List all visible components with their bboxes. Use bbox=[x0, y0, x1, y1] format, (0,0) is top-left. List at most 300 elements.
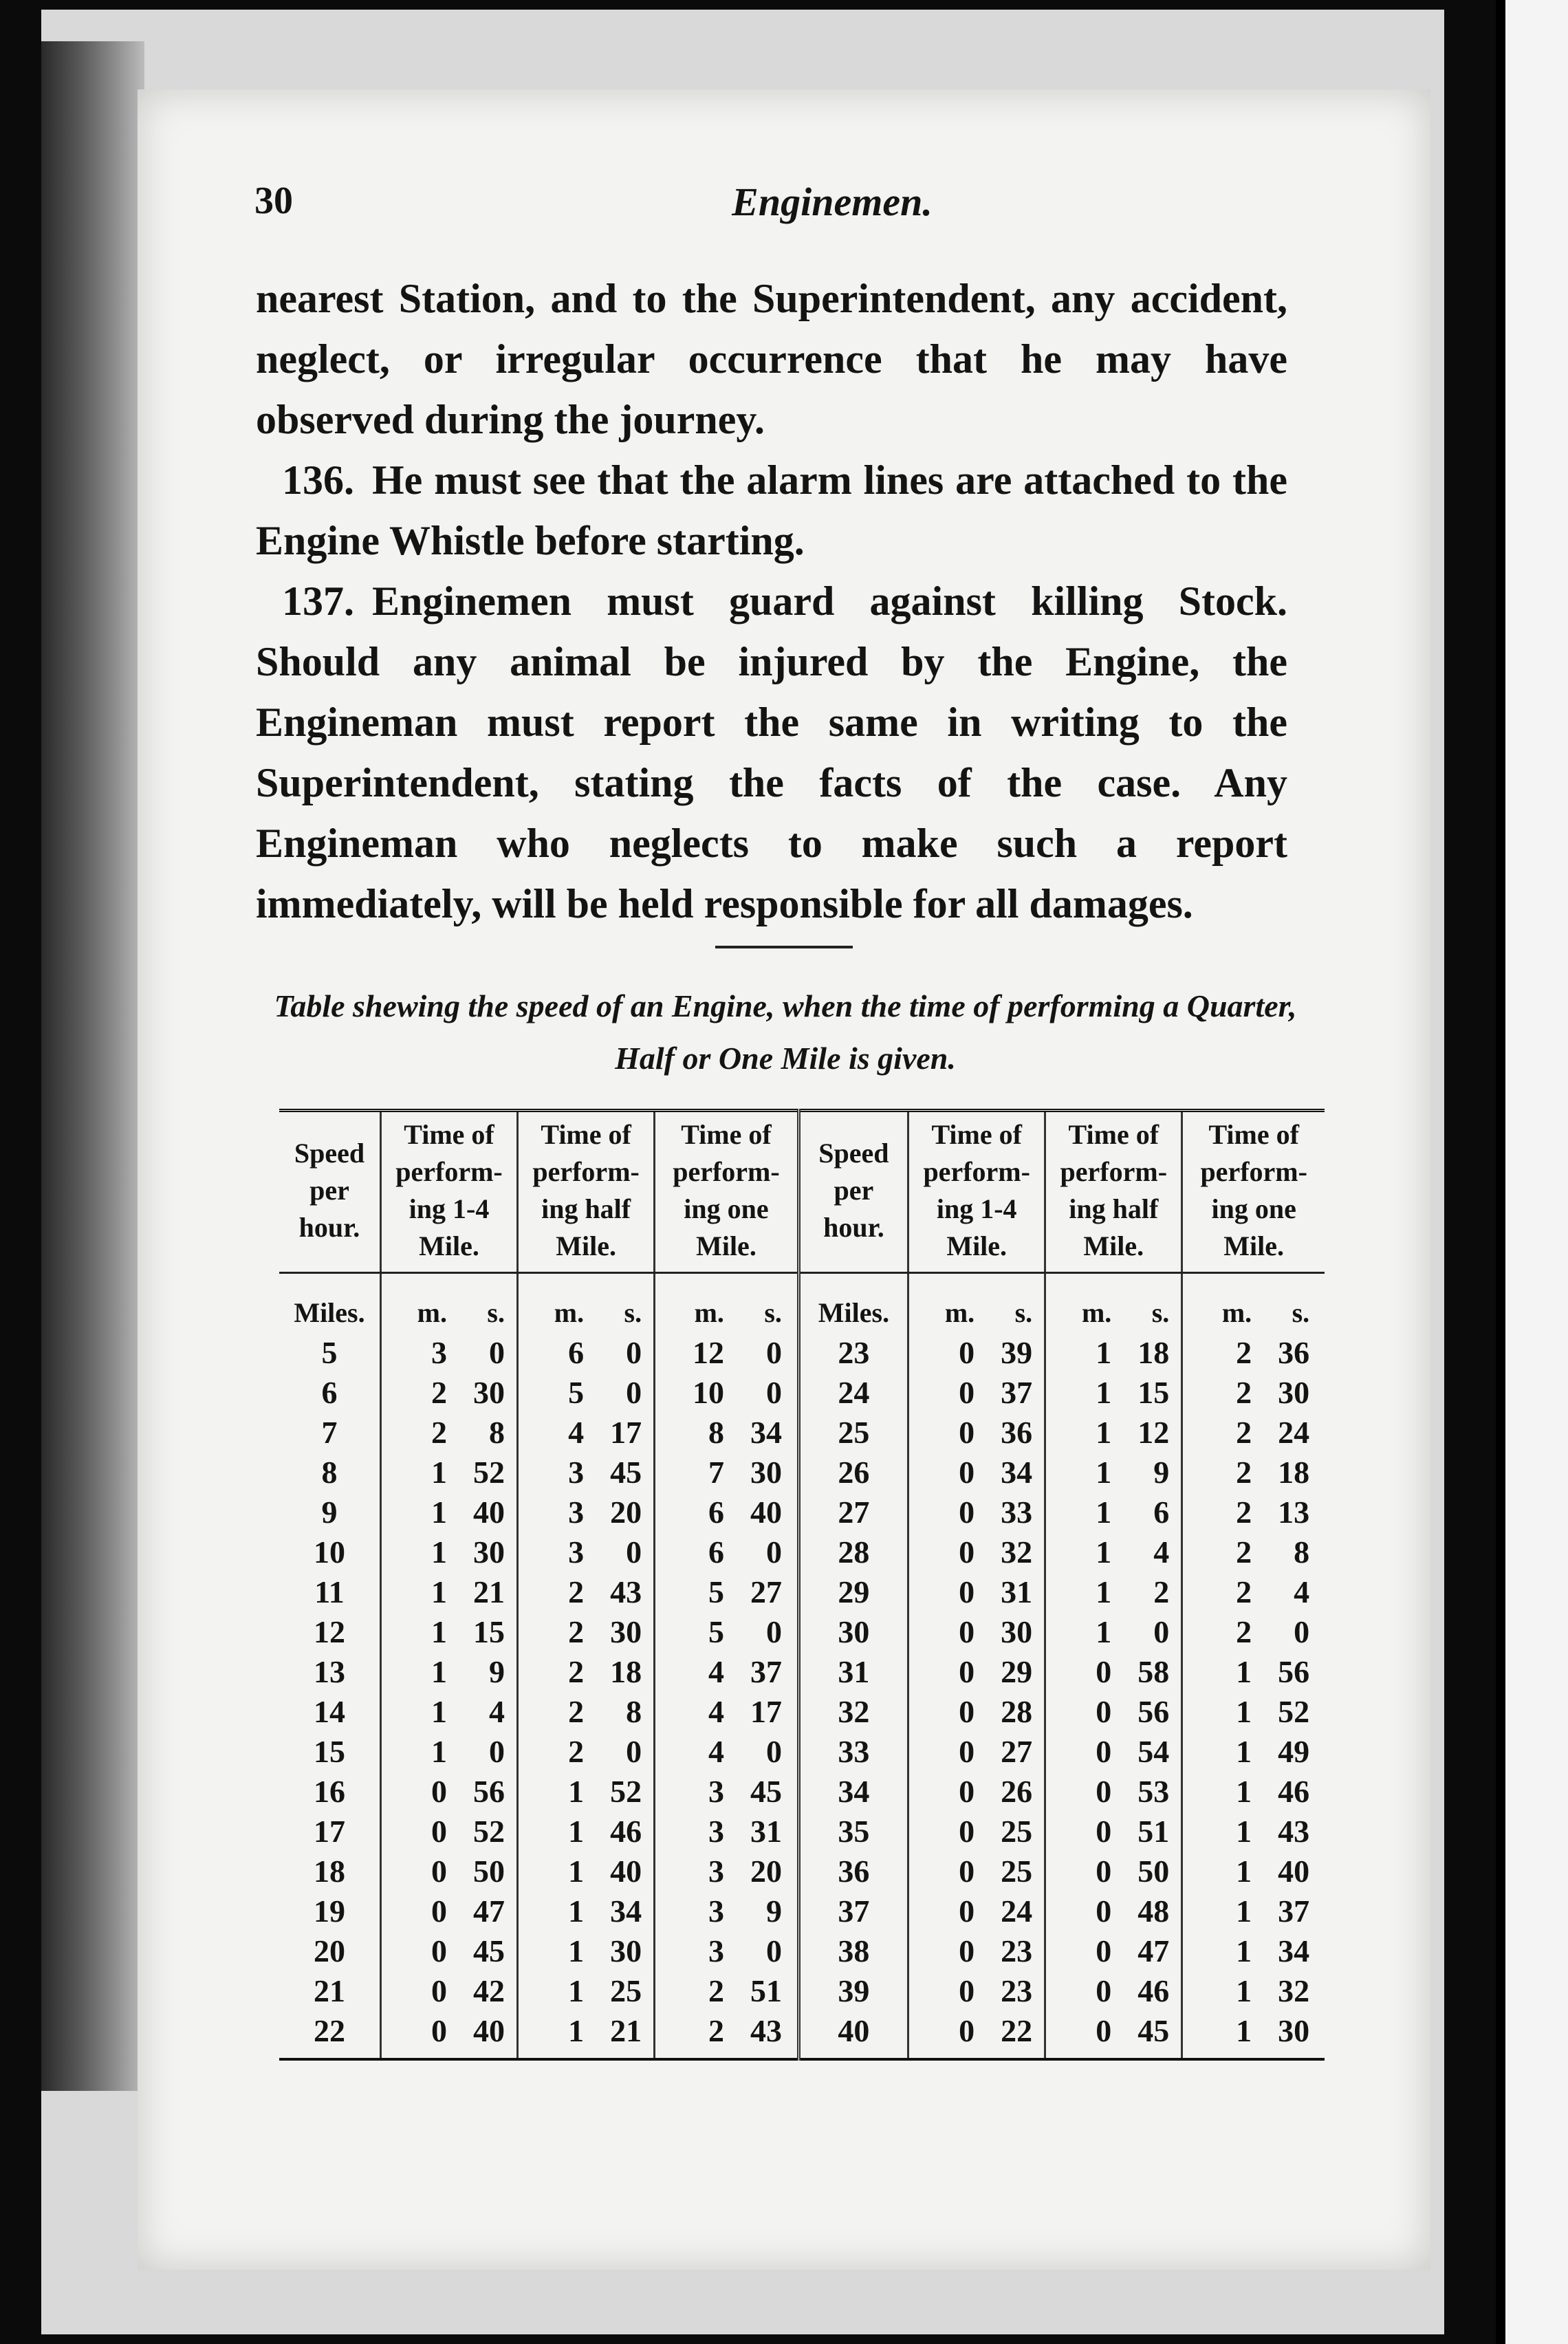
table-row bbox=[279, 1572, 1325, 1612]
table-cell bbox=[1182, 1732, 1325, 1772]
speed-value: 40 bbox=[838, 2013, 870, 2048]
minutes-value: 1 bbox=[1236, 1893, 1252, 1929]
unit-label: s. bbox=[487, 1297, 505, 1328]
minutes-value: 0 bbox=[959, 1614, 975, 1649]
table-cell bbox=[1045, 1971, 1182, 2011]
paragraph-number: 137. bbox=[282, 578, 354, 624]
table-cell bbox=[908, 1493, 1045, 1532]
table-cell bbox=[279, 1493, 380, 1532]
seconds-value: 26 bbox=[1001, 1774, 1033, 1809]
seconds-value: 34 bbox=[750, 1415, 782, 1450]
table-cell bbox=[380, 1931, 517, 1971]
table-cell bbox=[1182, 1413, 1325, 1453]
seconds-value: 30 bbox=[472, 1534, 505, 1570]
minutes-value: 2 bbox=[1236, 1335, 1252, 1370]
table-cell bbox=[655, 1891, 799, 1931]
minutes-value: 0 bbox=[431, 1854, 447, 1889]
unit-label: s. bbox=[1151, 1297, 1170, 1328]
minutes-value: 0 bbox=[1096, 1814, 1112, 1849]
speed-value: 18 bbox=[313, 1854, 345, 1889]
table-cell bbox=[908, 1971, 1045, 2011]
table-cell bbox=[380, 1413, 517, 1453]
speed-value: 27 bbox=[838, 1495, 870, 1530]
column-header: Time of perform-ing one Mile. bbox=[655, 1111, 799, 1273]
minutes-value: 2 bbox=[1236, 1455, 1252, 1490]
table-cell bbox=[1045, 1931, 1182, 1971]
seconds-value: 0 bbox=[765, 1933, 782, 1968]
table-row bbox=[279, 1333, 1325, 1373]
minutes-value: 6 bbox=[568, 1335, 585, 1370]
seconds-value: 53 bbox=[1137, 1774, 1170, 1809]
paragraph-text: He must see that the alarm lines are attached to the Engine Whistle before starting. bbox=[256, 457, 1287, 563]
table-cell bbox=[655, 1532, 799, 1572]
table-row bbox=[279, 1891, 1325, 1931]
table-cell bbox=[279, 1852, 380, 1891]
seconds-value: 4 bbox=[1153, 1534, 1170, 1570]
table-cell bbox=[279, 1772, 380, 1812]
table-cell bbox=[1045, 1612, 1182, 1652]
seconds-value: 40 bbox=[750, 1495, 782, 1530]
speed-value: 11 bbox=[314, 1574, 345, 1609]
minutes-value: 0 bbox=[959, 1854, 975, 1889]
table-row bbox=[279, 1413, 1325, 1453]
minutes-value: 0 bbox=[1096, 1694, 1112, 1729]
table-cell bbox=[908, 2011, 1045, 2059]
table-cell bbox=[518, 1572, 655, 1612]
table-cell bbox=[908, 1891, 1045, 1931]
minutes-value: 5 bbox=[708, 1574, 724, 1609]
seconds-value: 17 bbox=[750, 1694, 782, 1729]
table-cell bbox=[655, 1652, 799, 1692]
minutes-value: 3 bbox=[708, 1854, 724, 1889]
table-cell bbox=[908, 1333, 1045, 1373]
seconds-value: 37 bbox=[1001, 1375, 1033, 1410]
table-cell bbox=[798, 1891, 908, 1931]
table-cell bbox=[1182, 1891, 1325, 1931]
column-header: Time of perform-ing 1-4 Mile. bbox=[380, 1111, 517, 1273]
minutes-value: 0 bbox=[1096, 1973, 1112, 2008]
minutes-value: 0 bbox=[959, 1335, 975, 1370]
minutes-value: 0 bbox=[959, 1455, 975, 1490]
speed-value: 21 bbox=[313, 1973, 345, 2008]
minutes-value: 1 bbox=[1096, 1574, 1112, 1609]
minutes-value: 1 bbox=[1236, 1973, 1252, 2008]
table-cell bbox=[518, 1732, 655, 1772]
seconds-value: 51 bbox=[1137, 1814, 1170, 1849]
minutes-value: 4 bbox=[708, 1654, 724, 1689]
seconds-value: 48 bbox=[1137, 1893, 1170, 1929]
page-header bbox=[254, 179, 1327, 241]
table-cell bbox=[279, 1532, 380, 1572]
minutes-value: 0 bbox=[1096, 1893, 1112, 1929]
table-cell bbox=[655, 1692, 799, 1732]
seconds-value: 30 bbox=[1278, 2013, 1310, 2048]
minutes-value: 5 bbox=[568, 1375, 585, 1410]
minutes-value: 1 bbox=[1096, 1415, 1112, 1450]
table-header-row bbox=[279, 1111, 1325, 1273]
seconds-value: 33 bbox=[1001, 1495, 1033, 1530]
table-row bbox=[279, 1772, 1325, 1812]
minutes-value: 1 bbox=[1236, 1774, 1252, 1809]
speed-value: 8 bbox=[321, 1455, 338, 1490]
table-cell bbox=[1182, 1931, 1325, 1971]
minutes-value: 0 bbox=[959, 1415, 975, 1450]
seconds-value: 58 bbox=[1137, 1654, 1170, 1689]
seconds-value: 30 bbox=[610, 1933, 642, 1968]
speed-value: 36 bbox=[838, 1854, 870, 1889]
speed-value: 31 bbox=[838, 1654, 870, 1689]
minutes-value: 2 bbox=[568, 1694, 585, 1729]
minutes-value: 1 bbox=[1236, 2013, 1252, 2048]
minutes-value: 5 bbox=[708, 1614, 724, 1649]
table-cell bbox=[655, 1493, 799, 1532]
unit-label: m. bbox=[1221, 1297, 1252, 1328]
table-cell bbox=[1045, 1373, 1182, 1413]
seconds-value: 21 bbox=[472, 1574, 505, 1609]
table-cell bbox=[655, 1373, 799, 1413]
seconds-value: 36 bbox=[1001, 1415, 1033, 1450]
table-cell bbox=[798, 1333, 908, 1373]
minutes-value: 2 bbox=[708, 1973, 724, 2008]
minutes-value: 0 bbox=[431, 1893, 447, 1929]
table-cell bbox=[518, 1852, 655, 1891]
minutes-value: 3 bbox=[708, 1893, 724, 1929]
seconds-value: 30 bbox=[1278, 1375, 1310, 1410]
table-cell bbox=[655, 1812, 799, 1852]
seconds-value: 43 bbox=[750, 2013, 782, 2048]
speed-value: 17 bbox=[313, 1814, 345, 1849]
table-cell bbox=[518, 1413, 655, 1453]
unit-label: s. bbox=[764, 1297, 782, 1328]
table-body bbox=[279, 1273, 1325, 2060]
running-title: Enginemen. bbox=[732, 180, 933, 224]
table-cell bbox=[1045, 1572, 1182, 1612]
table-cell bbox=[1182, 1333, 1325, 1373]
minutes-value: 1 bbox=[1236, 1734, 1252, 1769]
seconds-value: 23 bbox=[1001, 1933, 1033, 1968]
table-row bbox=[279, 1931, 1325, 1971]
table-row bbox=[279, 1971, 1325, 2011]
minutes-value: 2 bbox=[1236, 1534, 1252, 1570]
seconds-value: 0 bbox=[765, 1734, 782, 1769]
paragraph-137 bbox=[256, 571, 1287, 934]
table-cell bbox=[518, 1772, 655, 1812]
speed-value: 12 bbox=[313, 1614, 345, 1649]
seconds-value: 20 bbox=[750, 1854, 782, 1889]
table-cell bbox=[655, 1333, 799, 1373]
table-cell bbox=[279, 1652, 380, 1692]
minutes-value: 0 bbox=[959, 1574, 975, 1609]
seconds-value: 52 bbox=[472, 1455, 505, 1490]
table-cell bbox=[518, 1891, 655, 1931]
seconds-value: 32 bbox=[1001, 1534, 1033, 1570]
paragraph-number: 136. bbox=[282, 457, 354, 503]
table-cell bbox=[908, 1732, 1045, 1772]
minutes-value: 1 bbox=[1096, 1375, 1112, 1410]
table-row bbox=[279, 1532, 1325, 1572]
minutes-value: 1 bbox=[568, 1933, 585, 1968]
seconds-value: 43 bbox=[1278, 1814, 1310, 1849]
speed-value: 19 bbox=[313, 1893, 345, 1929]
paragraph-136 bbox=[256, 450, 1287, 571]
table-cell bbox=[908, 1931, 1045, 1971]
units-row bbox=[279, 1273, 1325, 1334]
seconds-value: 0 bbox=[626, 1534, 642, 1570]
seconds-value: 18 bbox=[610, 1654, 642, 1689]
speed-value: 15 bbox=[313, 1734, 345, 1769]
table-cell bbox=[279, 1891, 380, 1931]
minutes-value: 1 bbox=[568, 1814, 585, 1849]
minutes-value: 1 bbox=[431, 1734, 447, 1769]
table-cell bbox=[798, 1732, 908, 1772]
seconds-value: 45 bbox=[610, 1455, 642, 1490]
seconds-value: 4 bbox=[1294, 1574, 1310, 1609]
unit-label: m. bbox=[694, 1297, 724, 1328]
minutes-value: 1 bbox=[431, 1534, 447, 1570]
seconds-value: 45 bbox=[750, 1774, 782, 1809]
table-cell bbox=[1182, 1692, 1325, 1732]
speed-value: 28 bbox=[838, 1534, 870, 1570]
table-cell bbox=[518, 1812, 655, 1852]
table-cell bbox=[798, 1931, 908, 1971]
table-cell bbox=[518, 1333, 655, 1373]
minutes-value: 2 bbox=[568, 1574, 585, 1609]
table-cell bbox=[1045, 1532, 1182, 1572]
minutes-value: 2 bbox=[708, 2013, 724, 2048]
table-cell bbox=[655, 1732, 799, 1772]
seconds-value: 0 bbox=[1153, 1614, 1170, 1649]
table-cell bbox=[798, 1692, 908, 1732]
speed-value: 35 bbox=[838, 1814, 870, 1849]
table-cell bbox=[518, 1931, 655, 1971]
seconds-value: 52 bbox=[1278, 1694, 1310, 1729]
table-cell bbox=[908, 1612, 1045, 1652]
table-cell bbox=[1182, 1652, 1325, 1692]
table-cell bbox=[380, 2011, 517, 2059]
seconds-value: 0 bbox=[626, 1335, 642, 1370]
seconds-value: 30 bbox=[610, 1614, 642, 1649]
minutes-value: 0 bbox=[431, 1933, 447, 1968]
minutes-value: 0 bbox=[959, 1375, 975, 1410]
minutes-value: 3 bbox=[708, 1814, 724, 1849]
seconds-value: 9 bbox=[1153, 1455, 1170, 1490]
table-cell bbox=[1182, 2011, 1325, 2059]
table-cell bbox=[1182, 1532, 1325, 1572]
seconds-value: 43 bbox=[610, 1574, 642, 1609]
table-row bbox=[279, 1732, 1325, 1772]
minutes-value: 3 bbox=[431, 1335, 447, 1370]
table-cell bbox=[655, 1772, 799, 1812]
seconds-value: 46 bbox=[1278, 1774, 1310, 1809]
minutes-value: 0 bbox=[959, 1814, 975, 1849]
table-row bbox=[279, 1812, 1325, 1852]
unit-label: s. bbox=[1014, 1297, 1033, 1328]
minutes-value: 2 bbox=[1236, 1495, 1252, 1530]
table-cell bbox=[798, 1612, 908, 1652]
minutes-value: 1 bbox=[568, 1973, 585, 2008]
seconds-value: 49 bbox=[1278, 1734, 1310, 1769]
table-cell bbox=[518, 1971, 655, 2011]
table-cell bbox=[380, 1333, 517, 1373]
seconds-value: 34 bbox=[1278, 1933, 1310, 1968]
table-caption: Table shewing the speed of an Engine, when the time of performing a Quarter, Half or One Mile is given. bbox=[274, 988, 1297, 1076]
table-cell bbox=[908, 1812, 1045, 1852]
table-cell bbox=[518, 1612, 655, 1652]
minutes-value: 0 bbox=[431, 1774, 447, 1809]
seconds-value: 56 bbox=[1278, 1654, 1310, 1689]
minutes-value: 0 bbox=[1096, 1774, 1112, 1809]
minutes-value: 0 bbox=[959, 1495, 975, 1530]
seconds-value: 20 bbox=[610, 1495, 642, 1530]
seconds-value: 52 bbox=[472, 1814, 505, 1849]
seconds-value: 17 bbox=[610, 1415, 642, 1450]
minutes-value: 1 bbox=[431, 1614, 447, 1649]
seconds-value: 15 bbox=[1137, 1375, 1170, 1410]
minutes-value: 0 bbox=[1096, 1654, 1112, 1689]
table-cell bbox=[798, 1652, 908, 1692]
table-cell bbox=[1182, 1373, 1325, 1413]
paragraph-continuation bbox=[256, 268, 1287, 450]
table-cell bbox=[380, 1891, 517, 1931]
seconds-value: 2 bbox=[1153, 1574, 1170, 1609]
speed-value: 6 bbox=[321, 1375, 338, 1410]
seconds-value: 0 bbox=[1294, 1614, 1310, 1649]
minutes-value: 3 bbox=[568, 1534, 585, 1570]
table-cell bbox=[655, 1612, 799, 1652]
table-cell bbox=[655, 1931, 799, 1971]
column-header: Time of perform-ing half Mile. bbox=[518, 1111, 655, 1273]
column-header: Time of perform-ing 1-4 Mile. bbox=[908, 1111, 1045, 1273]
seconds-value: 0 bbox=[626, 1734, 642, 1769]
unit-label: Miles. bbox=[818, 1297, 890, 1328]
unit-label: s. bbox=[1292, 1297, 1310, 1328]
seconds-value: 0 bbox=[765, 1534, 782, 1570]
minutes-value: 3 bbox=[708, 1774, 724, 1809]
minutes-value: 1 bbox=[568, 2013, 585, 2048]
seconds-value: 9 bbox=[765, 1893, 782, 1929]
minutes-value: 4 bbox=[568, 1415, 585, 1450]
table-cell bbox=[279, 1971, 380, 2011]
speed-value: 16 bbox=[313, 1774, 345, 1809]
speed-value: 30 bbox=[838, 1614, 870, 1649]
table-cell bbox=[908, 1692, 1045, 1732]
seconds-value: 15 bbox=[472, 1614, 505, 1649]
minutes-value: 6 bbox=[708, 1495, 724, 1530]
table-cell bbox=[1182, 1852, 1325, 1891]
seconds-value: 25 bbox=[1001, 1814, 1033, 1849]
table-cell bbox=[908, 1373, 1045, 1413]
minutes-value: 1 bbox=[568, 1893, 585, 1929]
table-cell bbox=[798, 1572, 908, 1612]
table-cell bbox=[518, 1373, 655, 1413]
seconds-value: 13 bbox=[1278, 1495, 1310, 1530]
seconds-value: 6 bbox=[1153, 1495, 1170, 1530]
speed-value: 37 bbox=[838, 1893, 870, 1929]
table-cell bbox=[279, 1692, 380, 1732]
minutes-value: 8 bbox=[708, 1415, 724, 1450]
minutes-value: 2 bbox=[1236, 1375, 1252, 1410]
column-header: Speed per hour. bbox=[279, 1111, 380, 1273]
table-cell bbox=[518, 1493, 655, 1532]
table-cell bbox=[518, 1453, 655, 1493]
table-cell bbox=[908, 1772, 1045, 1812]
minutes-value: 1 bbox=[568, 1774, 585, 1809]
seconds-value: 50 bbox=[472, 1854, 505, 1889]
seconds-value: 51 bbox=[750, 1973, 782, 2008]
minutes-value: 1 bbox=[1096, 1495, 1112, 1530]
speed-value: 23 bbox=[838, 1335, 870, 1370]
seconds-value: 28 bbox=[1001, 1694, 1033, 1729]
seconds-value: 0 bbox=[765, 1614, 782, 1649]
table-row bbox=[279, 1652, 1325, 1692]
minutes-value: 6 bbox=[708, 1534, 724, 1570]
minutes-value: 10 bbox=[692, 1375, 724, 1410]
speed-value: 5 bbox=[321, 1335, 338, 1370]
table-cell bbox=[908, 1532, 1045, 1572]
table-cell bbox=[1045, 1493, 1182, 1532]
minutes-value: 0 bbox=[959, 1694, 975, 1729]
minutes-value: 7 bbox=[708, 1455, 724, 1490]
book-spine-shadow bbox=[41, 41, 144, 2091]
paragraph-text: nearest Station, and to the Superintendent, any accident, neglect, or irregular occurrence that he may have observed during the journey. bbox=[256, 276, 1287, 442]
minutes-value: 1 bbox=[1096, 1534, 1112, 1570]
speed-value: 9 bbox=[321, 1495, 338, 1530]
table-cell bbox=[380, 1373, 517, 1413]
seconds-value: 47 bbox=[472, 1893, 505, 1929]
body-text bbox=[256, 268, 1287, 934]
minutes-value: 1 bbox=[431, 1694, 447, 1729]
table-cell bbox=[279, 1413, 380, 1453]
minutes-value: 0 bbox=[1096, 1854, 1112, 1889]
seconds-value: 31 bbox=[1001, 1574, 1033, 1609]
seconds-value: 39 bbox=[1001, 1335, 1033, 1370]
seconds-value: 29 bbox=[1001, 1654, 1033, 1689]
unit-label: m. bbox=[417, 1297, 447, 1328]
table-cell bbox=[518, 1652, 655, 1692]
minutes-value: 3 bbox=[708, 1933, 724, 1968]
speed-value: 32 bbox=[838, 1694, 870, 1729]
seconds-value: 22 bbox=[1001, 2013, 1033, 2048]
table-cell bbox=[908, 1652, 1045, 1692]
seconds-value: 46 bbox=[610, 1814, 642, 1849]
table-cell bbox=[279, 2011, 380, 2059]
table-cell bbox=[380, 1971, 517, 2011]
column-header: Time of perform-ing half Mile. bbox=[1045, 1111, 1182, 1273]
seconds-value: 36 bbox=[1278, 1335, 1310, 1370]
seconds-value: 18 bbox=[1137, 1335, 1170, 1370]
speed-value: 26 bbox=[838, 1455, 870, 1490]
seconds-value: 40 bbox=[610, 1854, 642, 1889]
seconds-value: 24 bbox=[1278, 1415, 1310, 1450]
table-cell bbox=[279, 1373, 380, 1413]
unit-label: s. bbox=[624, 1297, 642, 1328]
seconds-value: 12 bbox=[1137, 1415, 1170, 1450]
minutes-value: 0 bbox=[431, 1973, 447, 2008]
seconds-value: 27 bbox=[1001, 1734, 1033, 1769]
seconds-value: 9 bbox=[488, 1654, 505, 1689]
table-cell bbox=[1182, 1812, 1325, 1852]
table-cell bbox=[655, 1453, 799, 1493]
table-cell bbox=[380, 1493, 517, 1532]
table-cell bbox=[1045, 1732, 1182, 1772]
table-cell bbox=[798, 1852, 908, 1891]
speed-value: 20 bbox=[313, 1933, 345, 1968]
table-cell bbox=[380, 1453, 517, 1493]
minutes-value: 1 bbox=[431, 1654, 447, 1689]
seconds-value: 56 bbox=[1137, 1694, 1170, 1729]
speed-value: 14 bbox=[313, 1694, 345, 1729]
minutes-value: 1 bbox=[1096, 1335, 1112, 1370]
